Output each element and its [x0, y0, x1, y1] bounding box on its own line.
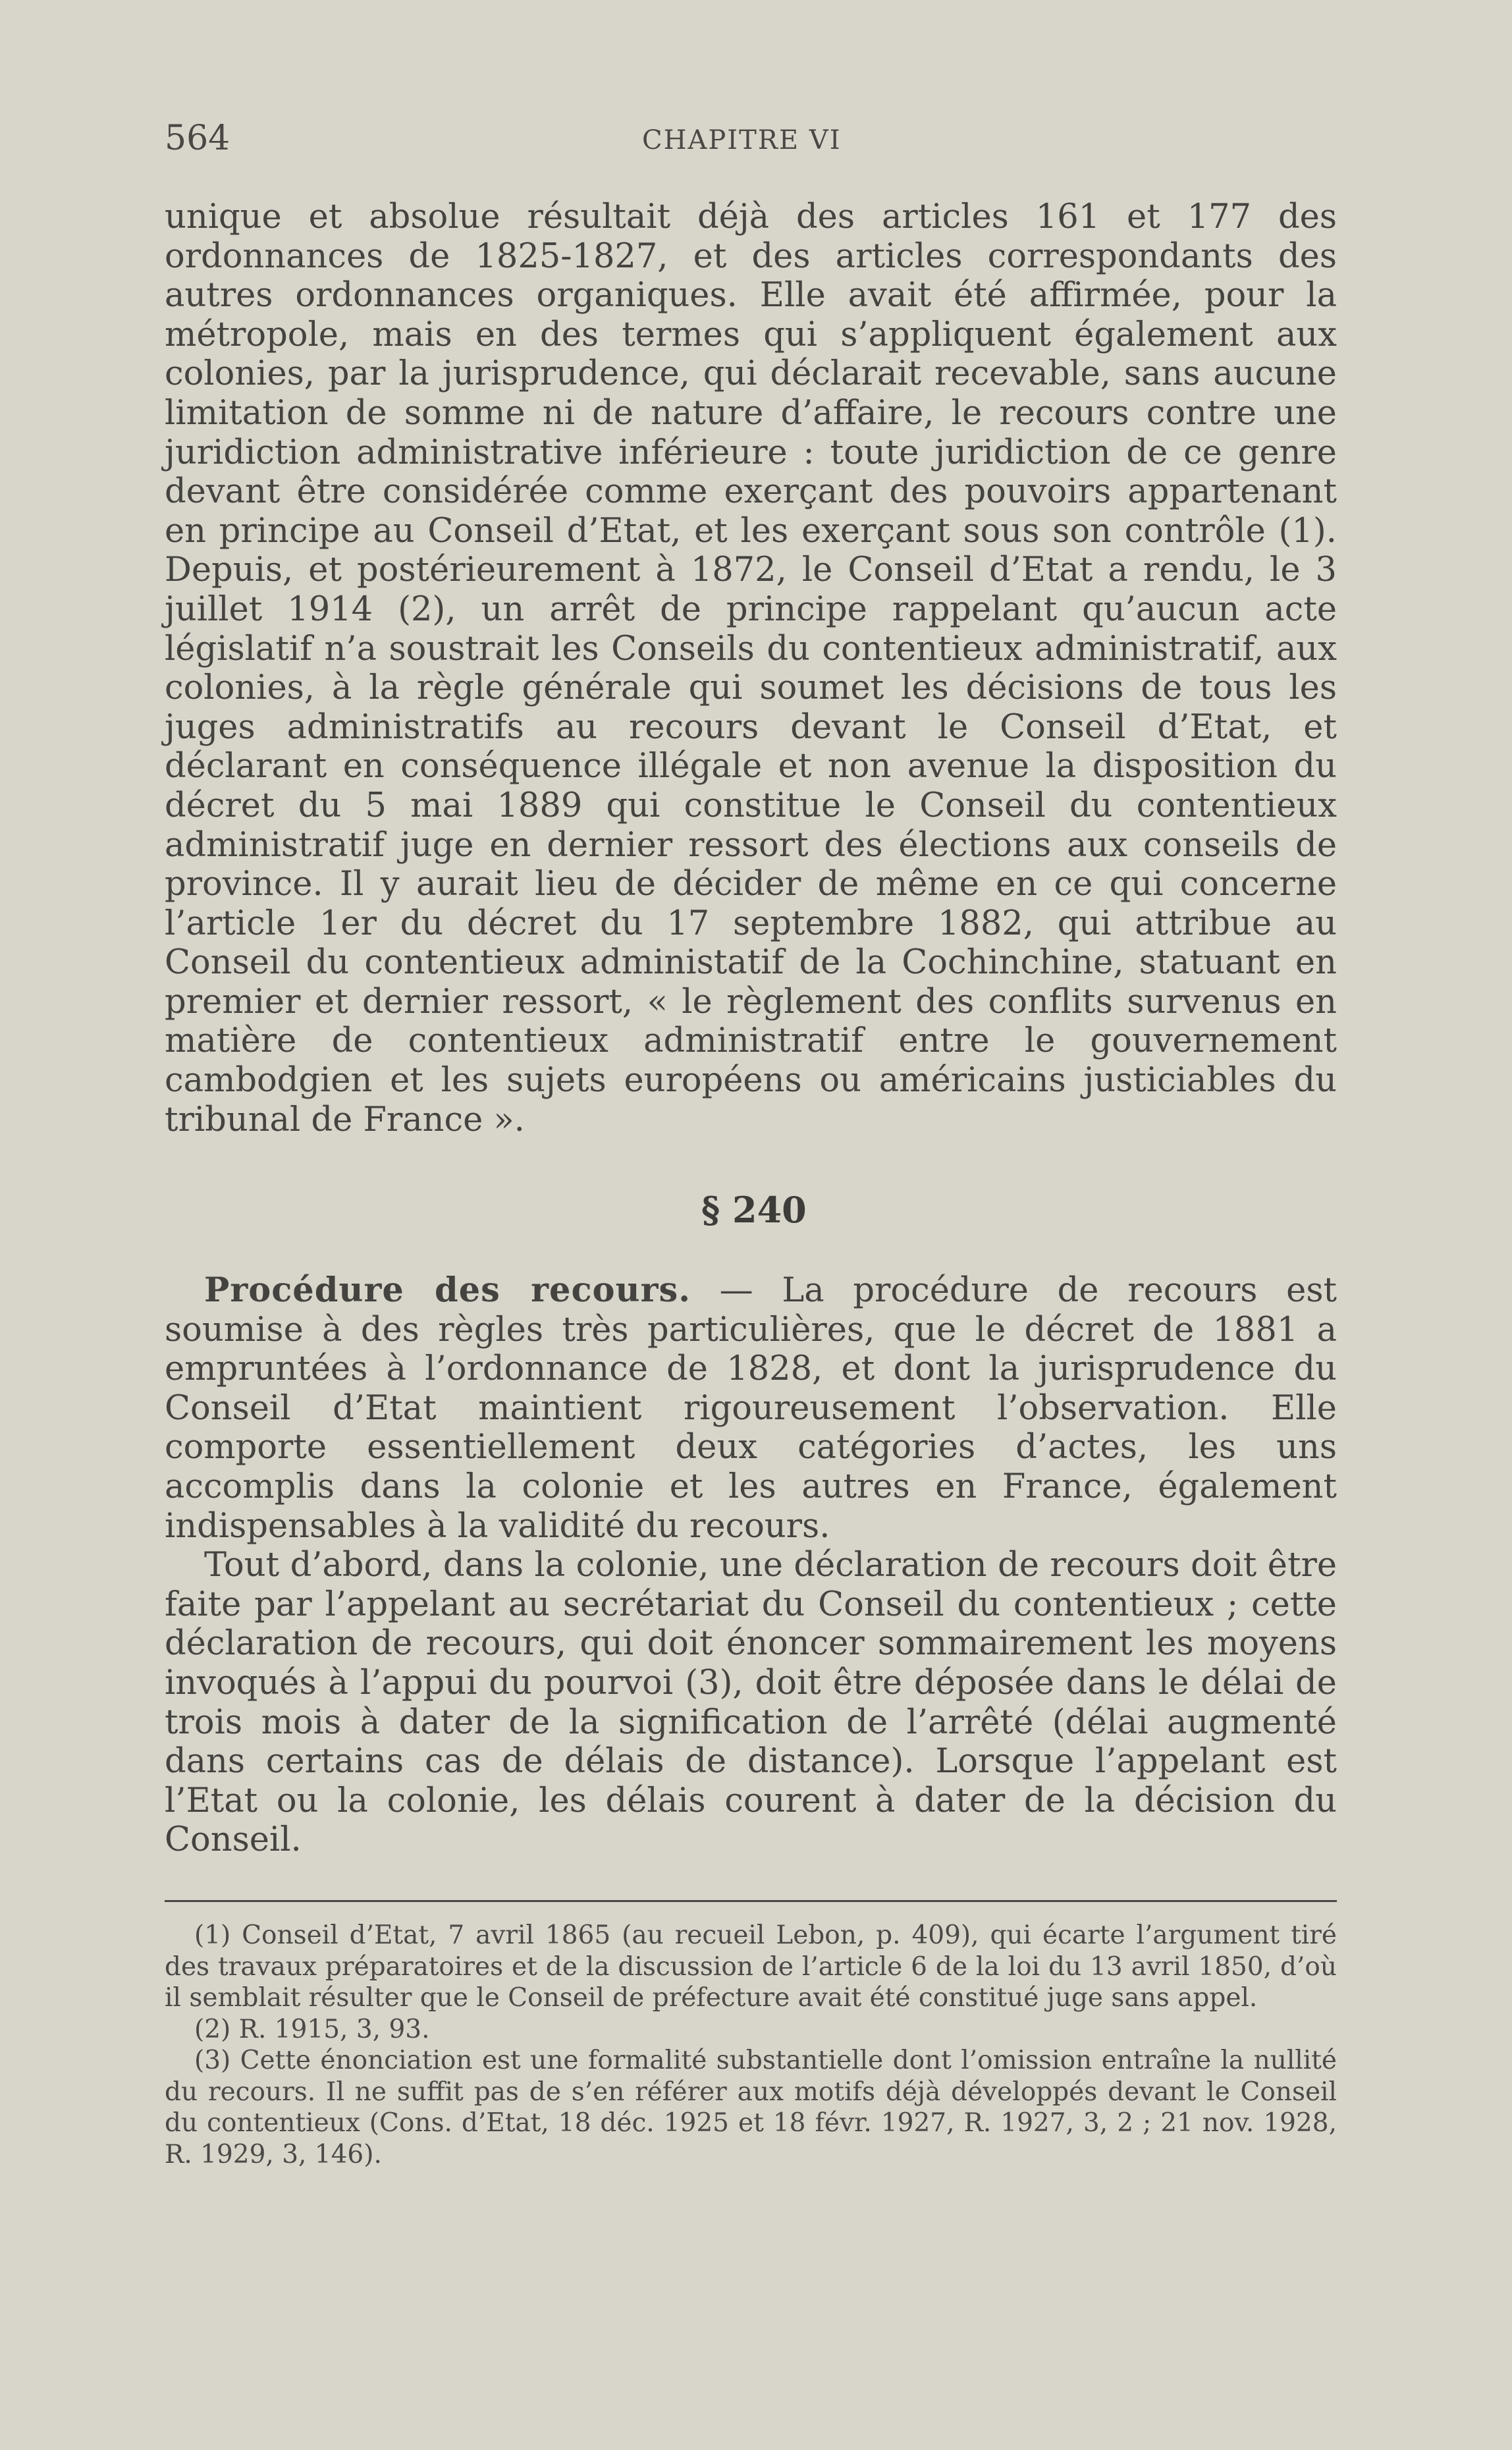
page-header: [165, 119, 1337, 165]
footnotes: [165, 1920, 1337, 2170]
section-paragraph-1: [165, 1271, 1337, 1546]
footnote-3: (3) Cette énonciation est une formalité substantielle dont l’omission entraîne la nullité du recours. Il ne suffit pas de s’en référer aux motifs déjà développés devant le Conseil du contentieux (Cons. d’Etat, 18 déc. 1925 et 18 févr. 1927, R. 1927, 3, 2 ; 21 nov. 1928, R. 1929, 3, 146).: [165, 2046, 1337, 2169]
section-paragraph-2: Tout d’abord, dans la colonie, une déclaration de recours doit être faite par l’appelant au secrétariat du Conseil du contentieux ; cette déclaration de recours, qui doit énoncer sommairement les moyens invoqués à l’appui du pourvoi (3), doit être déposée dans le délai de trois mois à dater de la signification de l’arrêté (délai augmenté dans certains cas de délais de distance). Lorsque l’appelant est l’Etat ou la colonie, les délais courent à dater de la décision du Conseil.: [165, 1546, 1337, 1860]
continuation-paragraph: unique et absolue résultait déjà des articles 161 et 177 des ordonnances de 1825-1827, et des articles correspondants des autres ordonnances organiques. Elle avait été affirmée, pour la métropole, mais en des termes qui s’appliquent également aux colonies, par la jurisprudence, qui déclarait recevable, sans aucune limitation de somme ni de nature d’affaire, le recours contre une juridiction administrative inférieure : toute juridiction de ce genre devant être considérée comme exerçant des pouvoirs appartenant en principe au Conseil d’Etat, et les exerçant sous son contrôle (1). Depuis, et postérieurement à 1872, le Conseil d’Etat a rendu, le 3 juillet 1914 (2), un arrêt de principe rappelant qu’aucun acte législatif n’a soustrait les Conseils du contentieux administratif, aux colonies, à la règle générale qui soumet les décisions de tous les juges administratifs au recours devant le Conseil d’Etat, et déclarant en conséquence illégale et non avenue la disposition du décret du 5 mai 1889 qui constitue le Conseil du contentieux administratif juge en dernier ressort des élections aux conseils de province. Il y aurait lieu de décider de même en ce qui concerne l’article 1er du décret du 17 septembre 1882, qui attribue au Conseil du contentieux administatif de la Cochinchine, statuant en premier et dernier ressort, « le règlement des conflits survenus en matière de contentieux administratif entre le gouvernement cambodgien et les sujets européens ou américains justiciables du tribunal de France ».: [165, 198, 1337, 1139]
section-text-block: [165, 1271, 1337, 1860]
running-head: CHAPITRE VI: [642, 125, 842, 155]
section-paragraph-1-text: La procédure de recours est soumise à des règles très particulières, que le décret de 1881 a empruntées à l’ordonnance de 1828, et dont la jurisprudence du Conseil d’Etat maintient rigoureusement l’observation. Elle comporte essentiellement deux catégories d’actes, les uns accomplis dans la colonie et les autres en France, également indispensables à la validité du recours.: [165, 1271, 1337, 1546]
continuation-text-block: [165, 198, 1337, 1139]
footnote-1: (1) Conseil d’Etat, 7 avril 1865 (au recueil Lebon, p. 409), qui écarte l’argument tiré des travaux préparatoires et de la discussion de l’article 6 de la loi du 13 avril 1850, d’où il semblait résulter que le Conseil de préfecture avait été constitué juge sans appel.: [165, 1920, 1337, 2013]
section-title: Procédure des recours.: [204, 1270, 691, 1310]
page-number: 564: [165, 119, 230, 158]
footnote-separator: [165, 1900, 1337, 1902]
section-mark: § 240: [701, 1189, 807, 1231]
footnote-2: (2) R. 1915, 3, 93.: [194, 2014, 430, 2044]
section-dash: —: [690, 1271, 782, 1310]
